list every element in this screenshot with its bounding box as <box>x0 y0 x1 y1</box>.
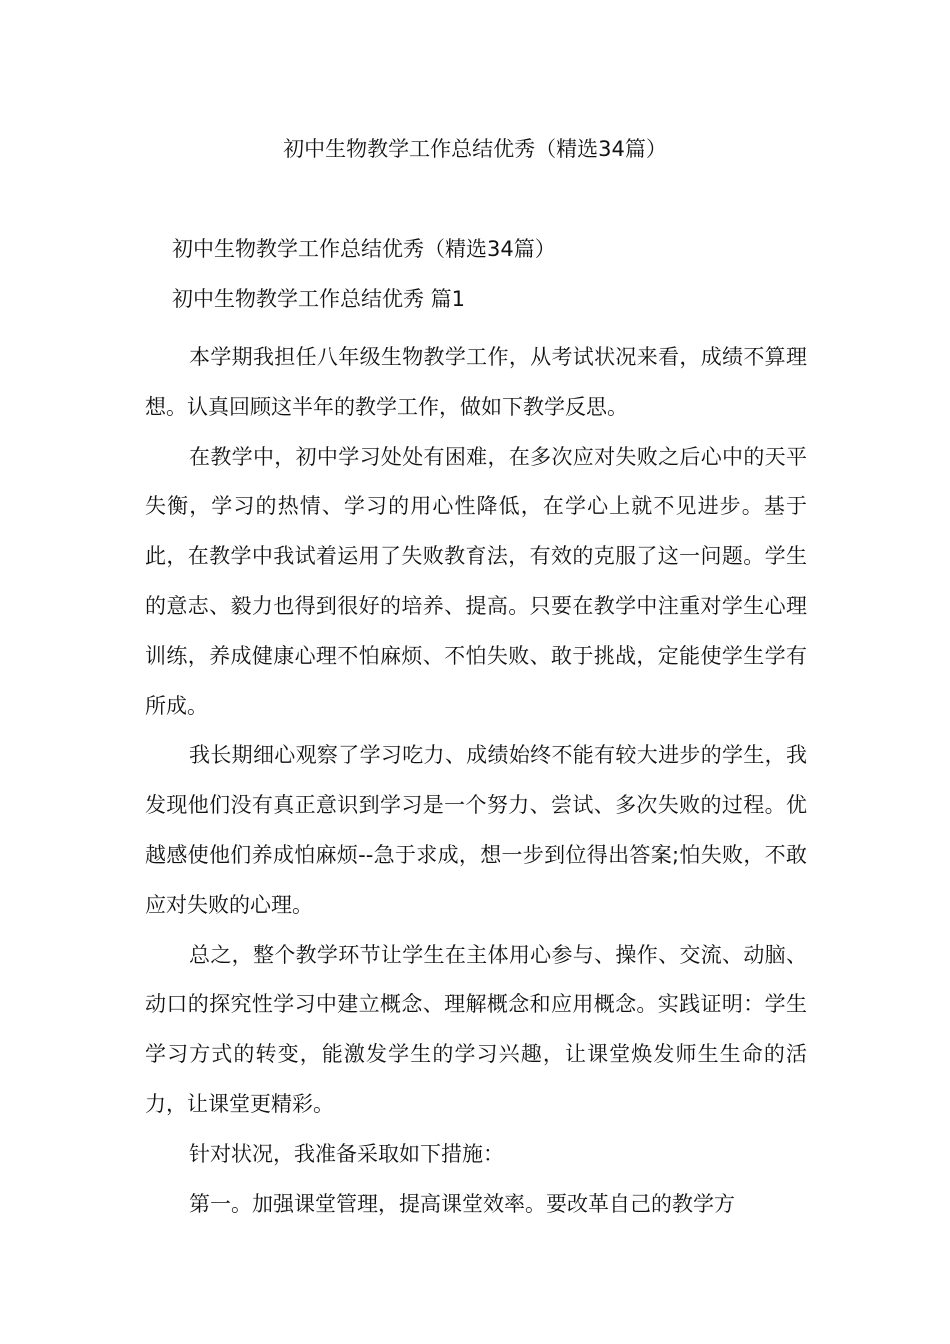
paragraph: 我长期细心观察了学习吃力、成绩始终不能有较大进步的学生，我发现他们没有真正意识到学习是一个努力、尝试、多次失败的过程。优越感使他们养成怕麻烦--急于求成，想一步到位得出答案;怕失败，不敢应对失败的心理。 <box>145 743 807 917</box>
paragraph: 第一。加强课堂管理，提高课堂效率。要改革自己的教学方 <box>189 1191 735 1216</box>
paragraph: 在教学中，初中学习处处有困难，在多次应对失败之后心中的天平失衡，学习的热情、学习的用心性降低，在学心上就不见进步。基于此，在教学中我试着运用了失败教育法，有效的克服了这一问题。学生的意志、毅力也得到很好的培养、提高。只要在教学中注重对学生心理训练，养成健康心理不怕麻烦、不怕失败、敢于挑战，定能使学生学有所成。 <box>145 444 807 718</box>
document-title: 初中生物教学工作总结优秀（精选34篇） <box>283 137 667 161</box>
document-subtitle: 初中生物教学工作总结优秀（精选34篇） <box>172 237 556 261</box>
paragraph: 本学期我担任八年级生物教学工作，从考试状况来看，成绩不算理想。认真回顾这半年的教学工作，做如下教学反思。 <box>145 345 807 419</box>
section-heading: 初中生物教学工作总结优秀 篇1 <box>172 287 466 311</box>
body-text <box>145 333 807 1229</box>
paragraph: 总之，整个教学环节让学生在主体用心参与、操作、交流、动脑、动口的探究性学习中建立概念、理解概念和应用概念。实践证明：学生学习方式的转变，能激发学生的学习兴趣，让课堂焕发师生生命的活力，让课堂更精彩。 <box>145 942 807 1116</box>
paragraph: 针对状况，我准备采取如下措施： <box>189 1141 504 1166</box>
